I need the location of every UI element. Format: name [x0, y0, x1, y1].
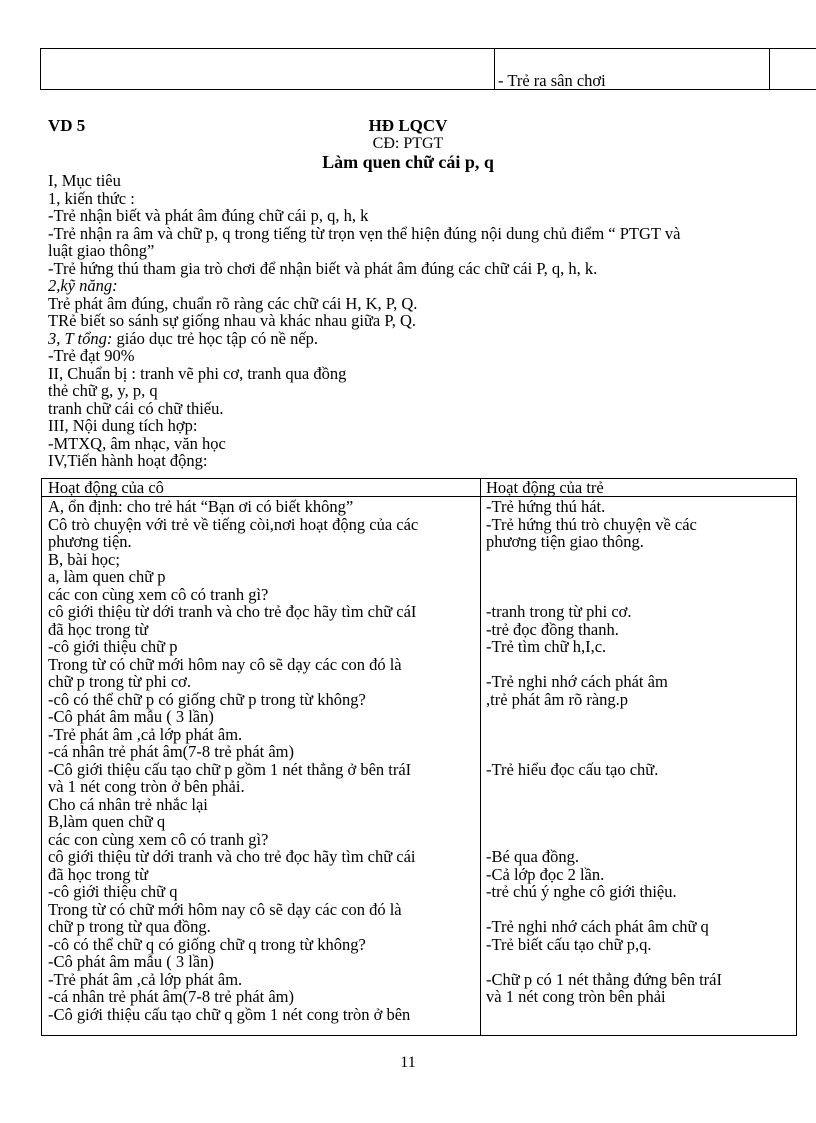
body-line: TRẻ biết so sánh sự giống nhau và khác nhau giữa P, Q. [48, 311, 416, 330]
teacher-activity-line: các con cùng xem cô có tranh gì? [48, 584, 269, 604]
teacher-activity-line: a, làm quen chữ p [48, 567, 166, 586]
body-line: -Trẻ đạt 90% [48, 346, 135, 365]
teacher-activity-line: B, bài học; [48, 549, 120, 569]
child-activity-line: -Trẻ hứng thú trò chuyện về các [486, 514, 697, 534]
teacher-activity-line: Cho cá nhân trẻ nhắc lại [48, 794, 208, 814]
child-activity-line: -Trẻ tìm chữ h,I,c. [486, 637, 607, 656]
teacher-activity-line: B,làm quen chữ q [48, 812, 166, 831]
table-divider [494, 49, 495, 89]
body-line: tranh chữ cái có chữ thiếu. [48, 398, 224, 418]
body-line: thẻ chữ g, y, p, q [48, 381, 158, 400]
teacher-activity-line: phương tiện. [48, 532, 132, 551]
section-heading: I, Mục tiêu [48, 171, 121, 190]
lesson-title: Làm quen chữ cái p, q [322, 152, 494, 172]
teacher-activity-line: các con cùng xem cô có tranh gì? [48, 829, 269, 849]
subsection-heading: 1, kiến thức : [48, 188, 135, 208]
child-activity-line: -Cả lớp đọc 2 lần. [486, 864, 605, 884]
teacher-activity-line: đã học trong từ [48, 864, 149, 884]
child-activity-line: -Bé qua đồng. [486, 847, 580, 866]
column-header-child: Hoạt động của trẻ [486, 478, 604, 497]
child-activity-line: phương tiện giao thông. [486, 532, 644, 551]
teacher-activity-line: -Cô phát âm mẫu ( 3 lần) [48, 707, 214, 726]
table-divider [480, 479, 481, 1035]
column-header-teacher: Hoạt động của cô [48, 478, 164, 497]
subsection-heading: 3, T tổng: [48, 328, 113, 348]
body-line: Trẻ phát âm đúng, chuẩn rõ ràng các chữ cái H, K, P, Q. [48, 293, 418, 313]
teacher-activity-line: -cá nhân trẻ phát âm(7-8 trẻ phát âm) [48, 742, 295, 761]
child-activity-line: -trẻ chú ý nghe cô giới thiệu. [486, 882, 677, 901]
body-line: -Trẻ nhận ra âm và chữ p, q trong tiếng từ trọn vẹn thể hiện đúng nội dung chủ điểm “ PTGT và [48, 223, 681, 243]
teacher-activity-line: chữ p trong từ qua đồng. [48, 917, 211, 936]
teacher-activity-line: -Trẻ phát âm ,cả lớp phát âm. [48, 969, 243, 989]
section-heading: II, Chuẩn bị : tranh vẽ phi cơ, tranh qua đồng [48, 363, 347, 383]
child-activity-line: -Chữ p có 1 nét thẳng đứng bên tráI [486, 969, 722, 989]
teacher-activity-line: -Cô phát âm mẫu ( 3 lần) [48, 952, 214, 971]
body-line: -MTXQ, âm nhạc, văn học [48, 433, 226, 453]
lesson-code: VD 5 [48, 116, 86, 135]
page-title: HĐ LQCV [368, 116, 448, 135]
child-activity-line: -trẻ đọc đồng thanh. [486, 619, 619, 639]
teacher-activity-line: -cô giới thiệu chữ q [48, 882, 178, 901]
body-text: giáo dục trẻ học tập có nề nếp. [112, 328, 319, 348]
activity-table [41, 478, 797, 1036]
teacher-activity-line: -cá nhân trẻ phát âm(7-8 trẻ phát âm) [48, 987, 295, 1006]
teacher-activity-line: và 1 nét cong tròn ở bên phải. [48, 777, 245, 796]
teacher-activity-line: -Trẻ phát âm ,cả lớp phát âm. [48, 724, 243, 744]
child-activity-line: -Trẻ hiểu đọc cấu tạo chữ. [486, 759, 659, 779]
section-heading: IV,Tiến hành hoạt động: [48, 451, 208, 470]
teacher-activity-line: -Cô giới thiệu cấu tạo chữ p gồm 1 nét thẳng ở bên tráI [48, 759, 412, 779]
child-activity-line: -tranh trong từ phi cơ. [486, 602, 632, 621]
child-activity-line: và 1 nét cong tròn bên phải [486, 987, 666, 1006]
teacher-activity-line: đã học trong từ [48, 619, 149, 639]
body-line: luật giao thông” [48, 241, 155, 260]
teacher-activity-line: Trong từ có chữ mới hôm nay cô sẽ dạy các con đó là [48, 654, 402, 674]
subsection-heading: 2,kỹ năng: [48, 276, 118, 295]
teacher-activity-line: Trong từ có chữ mới hôm nay cô sẽ dạy các con đó là [48, 899, 402, 919]
child-activity-line: -Trẻ hứng thú hát. [486, 497, 606, 516]
teacher-activity-line: -Cô giới thiệu cấu tạo chữ q gồm 1 nét cong tròn ở bên [48, 1004, 411, 1024]
table-divider [769, 49, 770, 89]
child-activity-line: -Trẻ nghi nhớ cách phát âm [486, 672, 668, 691]
section-heading: III, Nội dung tích hợp: [48, 416, 198, 435]
body-line [48, 330, 778, 348]
teacher-activity-line: -cô có thể chữ q có giống chữ q trong từ không? [48, 934, 366, 954]
body-line: -Trẻ nhận biết và phát âm đúng chữ cái p, q, h, k [48, 206, 369, 225]
teacher-activity-line: -cô giới thiệu chữ p [48, 637, 178, 656]
topic-subtitle: CĐ: PTGT [372, 135, 444, 152]
lesson-body [48, 172, 778, 470]
teacher-activity-line: Cô trò chuyện với trẻ về tiếng còi,nơi hoạt động của các [48, 514, 419, 534]
page-number: 11 [400, 1054, 416, 1071]
child-activity-line: ,trẻ phát âm rõ ràng.p [486, 689, 629, 709]
teacher-activity-line: chữ p trong từ phi cơ. [48, 672, 192, 691]
teacher-activity-line: cô giới thiệu từ dới tranh và cho trẻ đọc hãy tìm chữ cáI [48, 602, 417, 621]
teacher-activity-line: -cô có thể chữ p có giống chữ p trong từ không? [48, 689, 366, 709]
body-line: -Trẻ hứng thú tham gia trò chơi để nhận biết và phát âm đúng các chữ cái P, q, h, k. [48, 258, 598, 278]
child-activity-line: -Trẻ nghi nhớ cách phát âm chữ q [486, 917, 709, 936]
top-continuation-table [40, 48, 816, 90]
teacher-activity-line: cô giới thiệu từ dới tranh và cho trẻ đọc hãy tìm chữ cái [48, 847, 416, 866]
table-cell: - Trẻ ra sân chơi [498, 71, 606, 90]
child-activity-line: -Trẻ biết cấu tạo chữ p,q. [486, 934, 652, 954]
teacher-activity-line: A, ổn định: cho trẻ hát “Bạn ơi có biết không” [48, 497, 354, 516]
